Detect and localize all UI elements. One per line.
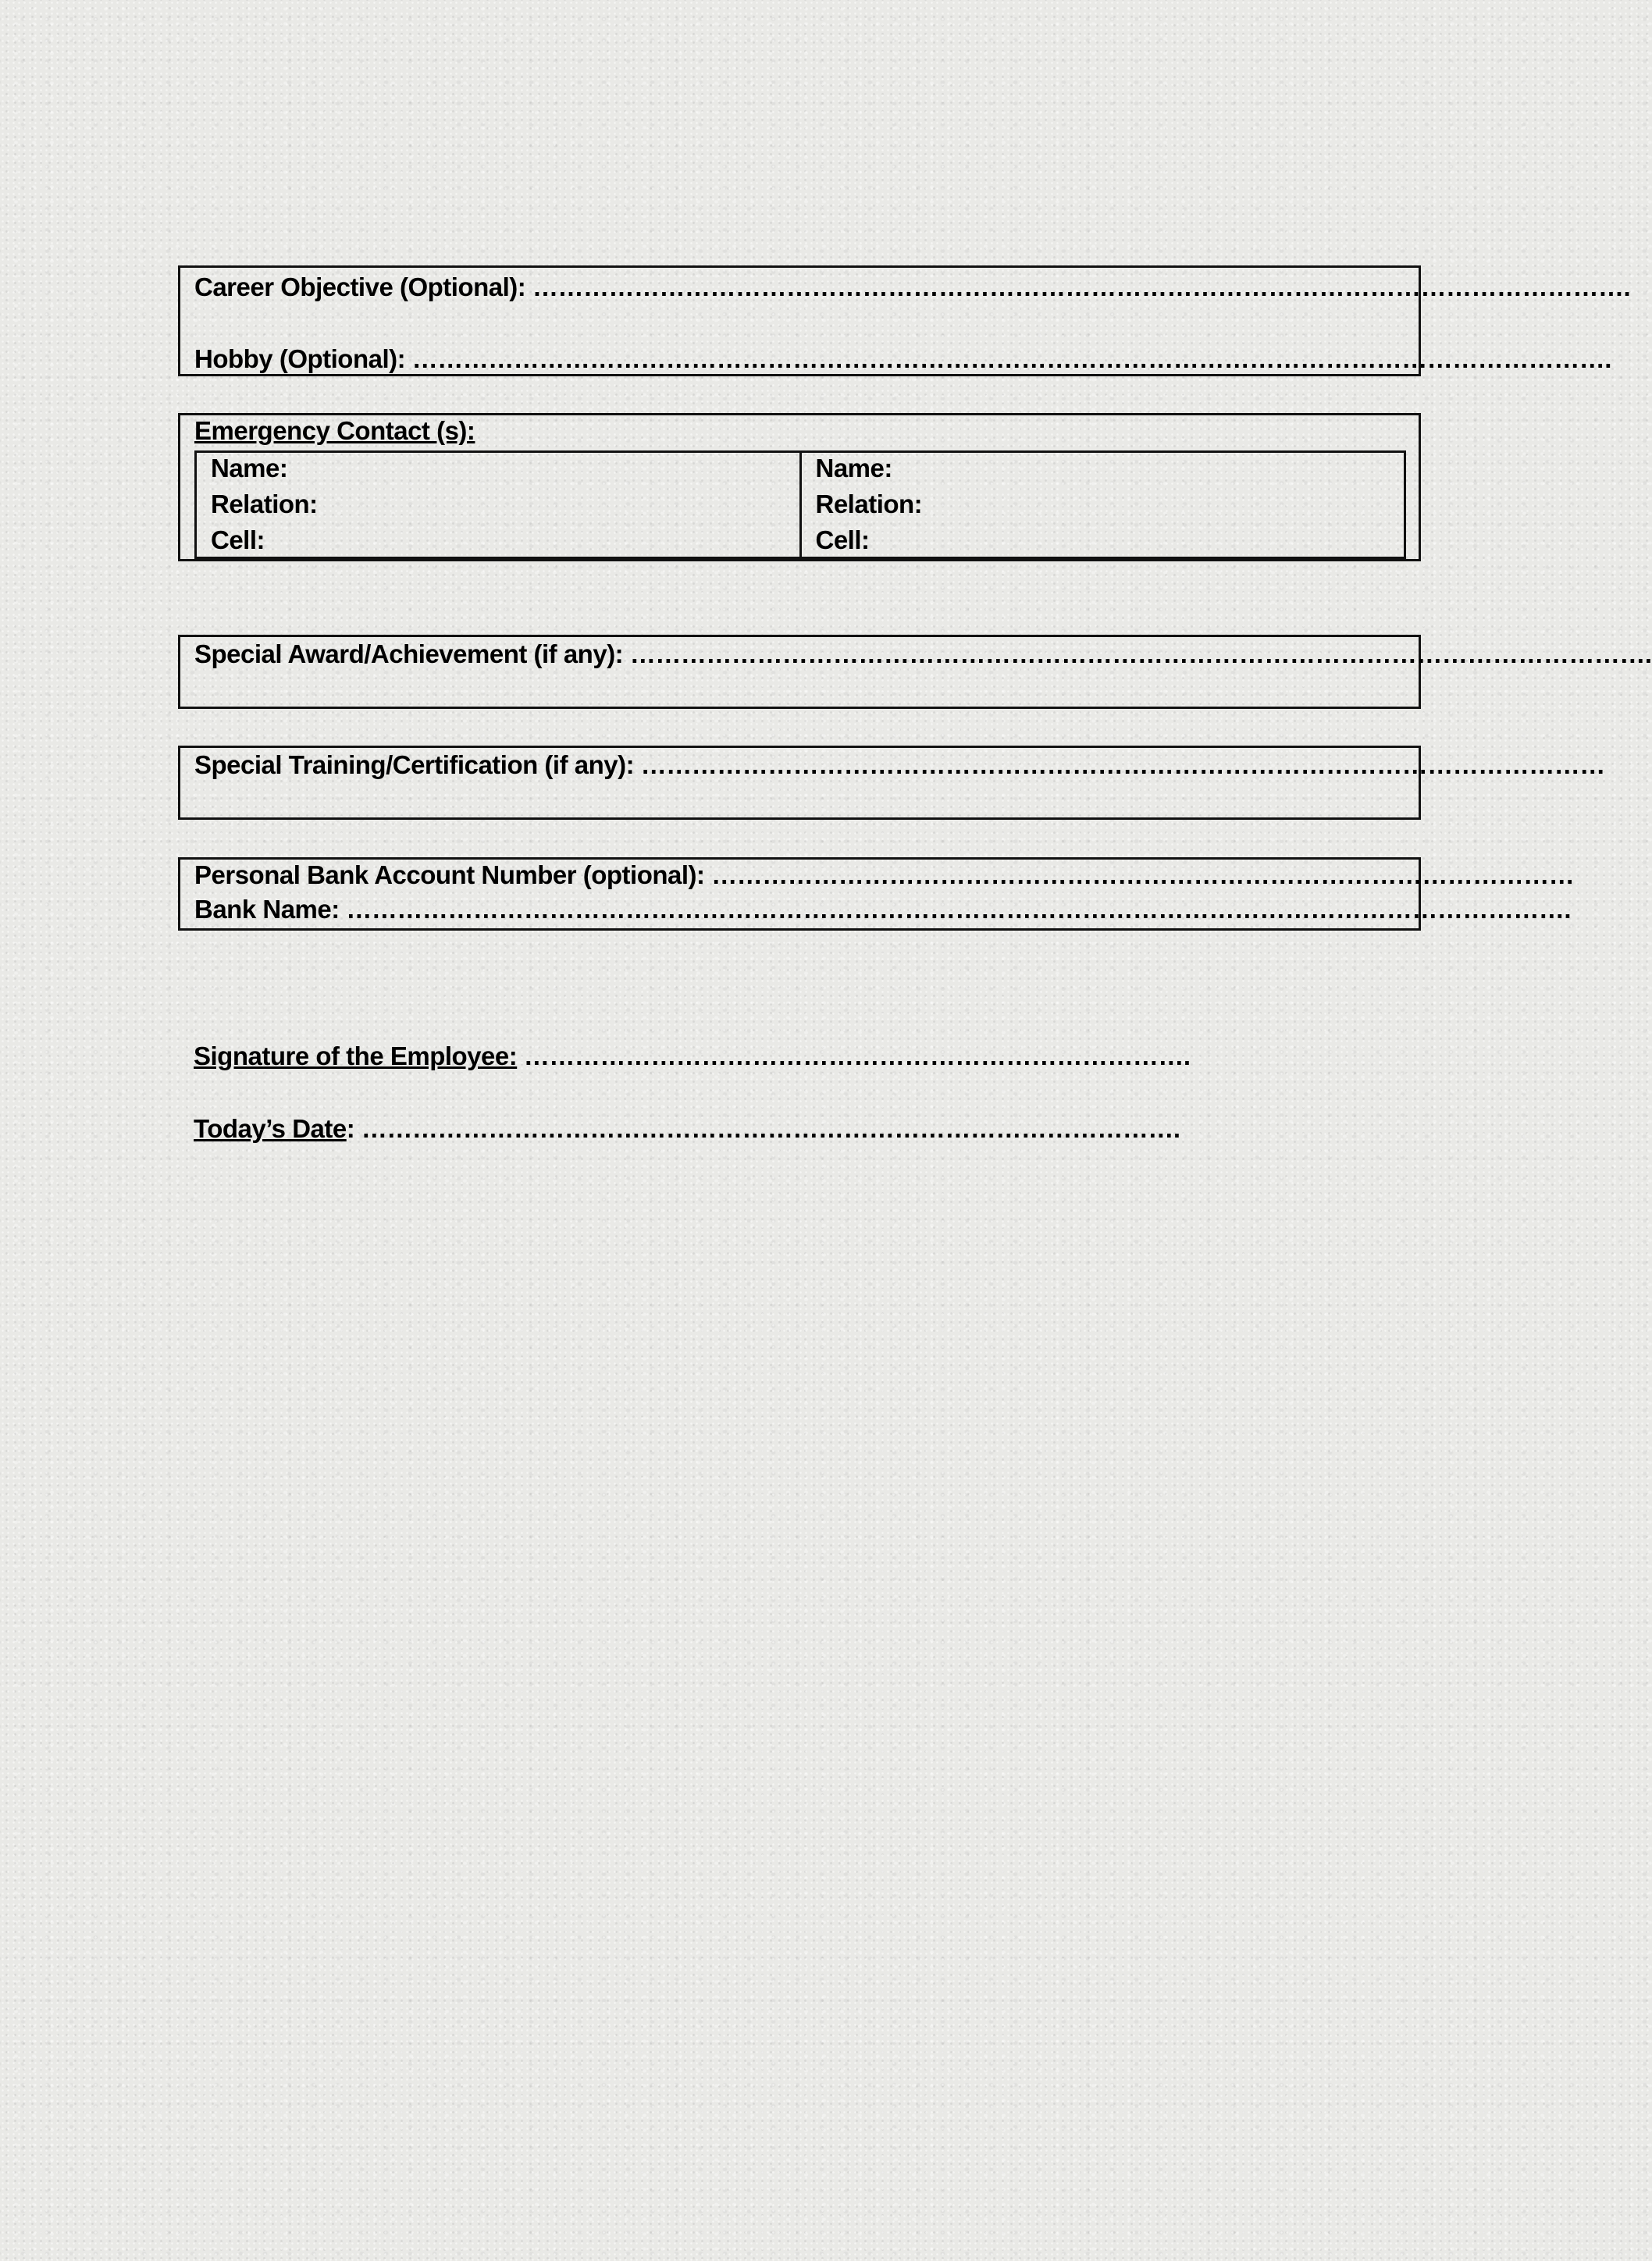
signature-field[interactable] [194, 1041, 1191, 1072]
special-training-field[interactable] [194, 750, 1605, 781]
special-training-section [178, 746, 1605, 820]
emergency-contact-table [194, 450, 1406, 560]
contact-1-name-label[interactable]: Name: [211, 454, 288, 482]
contact-1-cell-label[interactable]: Cell: [211, 525, 265, 554]
date-colon: : [346, 1114, 355, 1143]
contact-2-cell-label[interactable]: Cell: [815, 525, 870, 554]
emergency-contact-2 [799, 453, 1405, 557]
emergency-contact-title: Emergency Contact (s): [194, 416, 475, 445]
bank-name-field[interactable] [194, 894, 1572, 925]
emergency-contact-section [178, 413, 1421, 561]
bank-section [178, 857, 1575, 931]
career-objective-field[interactable] [194, 272, 1631, 303]
career-objective-section [178, 265, 1631, 376]
special-training-label: Special Training/Certification (if any): [194, 750, 635, 779]
bank-name-dots: ………………………………………………………………………………………………………………………………. [346, 895, 1572, 924]
date-label: Today’s Date [194, 1114, 347, 1143]
contact-2-name-label[interactable]: Name: [815, 454, 892, 482]
date-dots: ……………………………………………………………………………………. [361, 1114, 1180, 1143]
bank-name-label: Bank Name: [194, 895, 340, 924]
special-award-field[interactable] [194, 639, 1652, 670]
hobby-dots: ……………………………………………………………………………………………………………………………. [411, 344, 1611, 373]
signature-dots: ……………………………………………………………………. [523, 1041, 1191, 1070]
career-objective-dots: …………………………………………………………………………………………………………………. [532, 272, 1631, 301]
bank-account-field[interactable] [194, 860, 1575, 891]
hobby-label: Hobby (Optional): [194, 344, 406, 373]
hobby-field[interactable] [194, 344, 1611, 375]
special-training-dots: …………………………………………………………………………………………………… [640, 750, 1605, 779]
bank-account-dots: ………………………………………………………………………………………… [711, 860, 1575, 889]
bank-account-label: Personal Bank Account Number (optional): [194, 860, 705, 889]
emergency-contact-1 [197, 453, 799, 557]
contact-2-relation-label[interactable]: Relation: [815, 490, 923, 518]
signature-label: Signature of the Employee: [194, 1041, 518, 1070]
contact-1-relation-label[interactable]: Relation: [211, 490, 318, 518]
date-field[interactable] [194, 1113, 1180, 1145]
special-award-dots: …………………………………………………………………………………………………………. [629, 639, 1652, 668]
special-award-label: Special Award/Achievement (if any): [194, 639, 624, 668]
special-award-section [178, 635, 1652, 709]
career-objective-label: Career Objective (Optional): [194, 272, 526, 301]
